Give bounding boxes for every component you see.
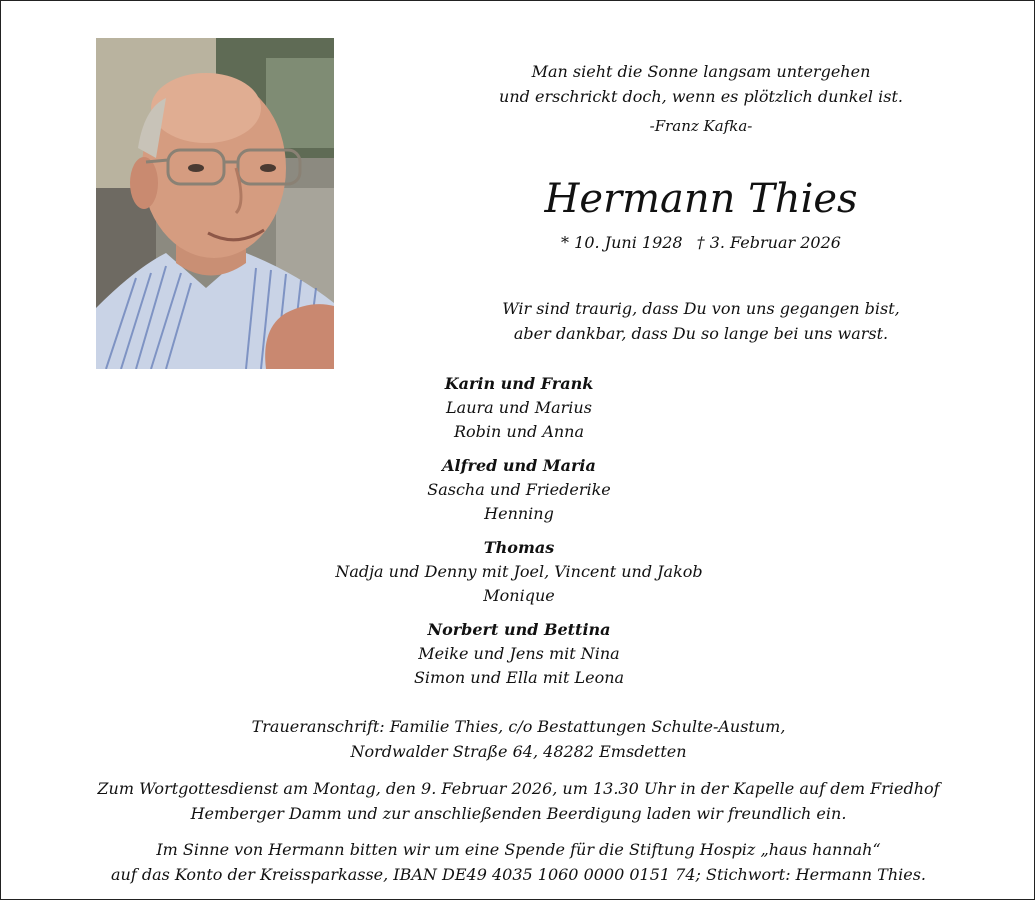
- family-member: Robin und Anna: [453, 422, 585, 441]
- mourning-saying: [431, 296, 971, 346]
- saying-line-1: Wir sind traurig, dass Du von uns gegangen bist,: [502, 299, 900, 318]
- condolence-address: [21, 714, 1016, 764]
- quote-author: -Franz Kafka-: [649, 117, 753, 135]
- family-group: [219, 454, 819, 526]
- service-info: [21, 776, 1016, 826]
- address-line-2: Nordwalder Straße 64, 48282 Emsdetten: [350, 742, 687, 761]
- address-line-1: Traueranschrift: Familie Thies, c/o Bestattungen Schulte-Austum,: [251, 717, 786, 736]
- family-group: [219, 372, 819, 444]
- deceased-name: Hermann Thies: [544, 176, 858, 222]
- quote-line-2: und erschrickt doch, wenn es plötzlich dunkel ist.: [499, 87, 903, 106]
- family-member: Simon und Ella mit Leona: [413, 668, 625, 687]
- donation-line-1: Im Sinne von Hermann bitten wir um eine Spende für die Stiftung Hospiz „haus hannah“: [156, 840, 881, 859]
- donation-line-2: auf das Konto der Kreissparkasse, IBAN DE49 4035 1060 0000 0151 74; Stichwort: Hermann Thies.: [110, 865, 927, 884]
- service-line-1: Zum Wortgottesdienst am Montag, den 9. Februar 2026, um 13.30 Uhr in der Kapelle auf dem Friedhof: [97, 779, 940, 798]
- life-dates: [431, 231, 971, 255]
- family-group: [219, 618, 819, 690]
- family-member: Laura und Marius: [446, 398, 592, 417]
- family-head: Karin und Frank: [444, 374, 594, 393]
- service-line-2: Hemberger Damm und zur anschließenden Beerdigung laden wir freundlich ein.: [190, 804, 847, 823]
- family-head: Thomas: [483, 538, 555, 557]
- portrait-photo: [96, 38, 334, 369]
- family-list: [219, 372, 819, 700]
- family-group: [219, 536, 819, 608]
- family-member: Sascha und Friederike: [427, 480, 611, 499]
- family-head: Alfred und Maria: [442, 456, 596, 475]
- quote-line-1: Man sieht die Sonne langsam untergehen: [531, 62, 871, 81]
- kafka-quote: [431, 59, 971, 109]
- donation-info: [21, 837, 1016, 887]
- family-member: Meike und Jens mit Nina: [418, 644, 620, 663]
- family-member: Monique: [483, 586, 555, 605]
- saying-line-2: aber dankbar, dass Du so lange bei uns warst.: [513, 324, 889, 343]
- family-member: Nadja und Denny mit Joel, Vincent und Jakob: [335, 562, 703, 581]
- family-head: Norbert und Bettina: [427, 620, 611, 639]
- death-date: † 3. Februar 2026: [696, 233, 841, 252]
- birth-date: * 10. Juni 1928: [561, 233, 683, 252]
- family-member: Henning: [484, 504, 554, 523]
